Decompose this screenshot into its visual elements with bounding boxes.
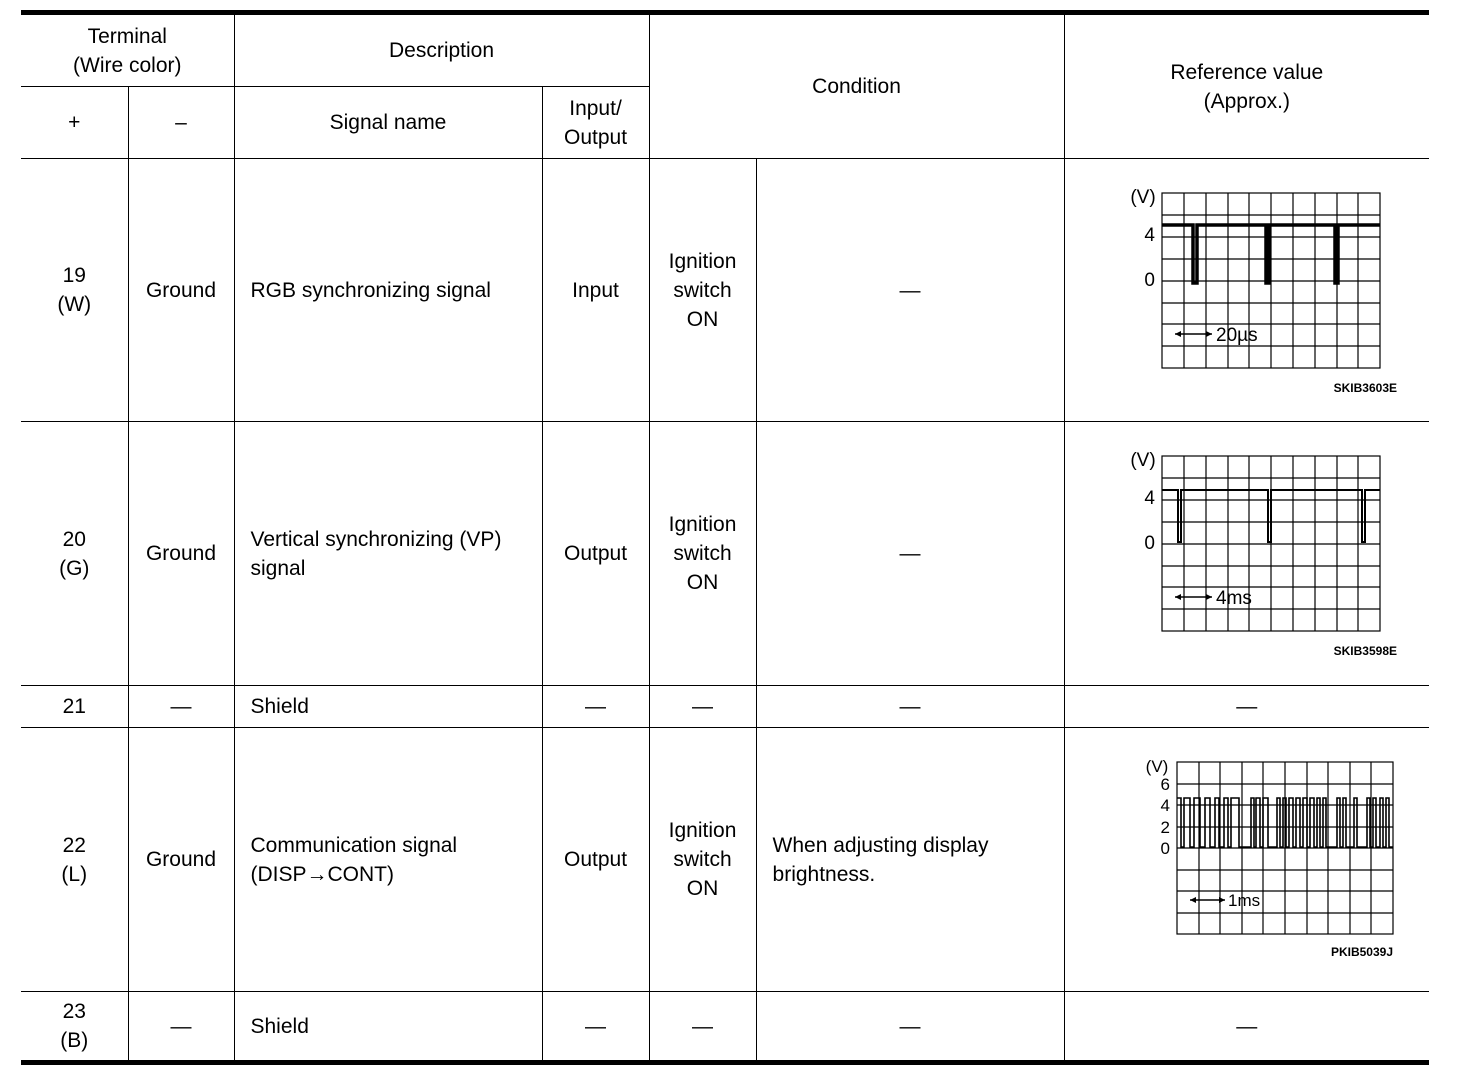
- input-output: Input: [542, 159, 649, 422]
- input-output: —: [542, 686, 649, 728]
- table-row: [21, 159, 1429, 422]
- header-row-1: [21, 13, 1429, 87]
- y-unit-label: (V): [1130, 186, 1156, 208]
- reference-value: —: [1064, 686, 1429, 728]
- table-row: [21, 992, 1429, 1063]
- header-reference-value: Reference value (Approx.): [1064, 13, 1429, 159]
- condition-detail: When adjusting display brightness.: [756, 728, 1064, 992]
- header-terminal: Terminal (Wire color): [21, 13, 234, 87]
- terminal-plus: 23 (B): [21, 992, 128, 1063]
- terminal-minus: —: [128, 992, 234, 1063]
- y-tick-label: 4: [1160, 796, 1170, 815]
- terminal-minus: —: [128, 686, 234, 728]
- time-scale-label: 1ms: [1227, 891, 1260, 910]
- header-minus: –: [128, 87, 234, 159]
- header-description: Description: [234, 13, 649, 87]
- condition-detail: —: [756, 992, 1064, 1063]
- terminal-reference-table: [21, 10, 1429, 1065]
- rgb-sync-waveform: [1097, 183, 1397, 398]
- condition-switch: —: [649, 992, 756, 1063]
- terminal-plus: 21: [21, 686, 128, 728]
- time-scale-label: 20µs: [1215, 324, 1258, 346]
- signal-name: Communication signal (DISP→CONT): [234, 728, 542, 992]
- reference-waveform-cell: [1064, 422, 1429, 686]
- header-condition: Condition: [649, 13, 1064, 159]
- condition-detail: —: [756, 686, 1064, 728]
- time-scale-label: 4ms: [1215, 588, 1252, 609]
- y-tick-label: 6: [1160, 775, 1170, 794]
- header-signal-name: Signal name: [234, 87, 542, 159]
- signal-name: Shield: [234, 686, 542, 728]
- y-tick-label: 0: [1144, 533, 1155, 554]
- y-unit-label: (V): [1145, 757, 1169, 776]
- condition-detail: —: [756, 422, 1064, 686]
- terminal-minus: Ground: [128, 422, 234, 686]
- y-tick-label: 4: [1144, 488, 1155, 509]
- header-input-output: Input/ Output: [542, 87, 649, 159]
- input-output: —: [542, 992, 649, 1063]
- y-tick-label: 2: [1160, 818, 1170, 837]
- terminal-minus: Ground: [128, 159, 234, 422]
- reference-value: —: [1064, 992, 1429, 1063]
- condition-switch: Ignition switch ON: [649, 159, 756, 422]
- condition-switch: Ignition switch ON: [649, 422, 756, 686]
- terminal-plus: 20 (G): [21, 422, 128, 686]
- condition-switch: Ignition switch ON: [649, 728, 756, 992]
- terminal-plus: 22 (L): [21, 728, 128, 992]
- signal-name: Shield: [234, 992, 542, 1063]
- input-output: Output: [542, 422, 649, 686]
- reference-waveform-cell: [1064, 159, 1429, 422]
- figure-code: SKIB3598E: [1333, 644, 1397, 658]
- header-plus: +: [21, 87, 128, 159]
- condition-detail: —: [756, 159, 1064, 422]
- terminal-plus: 19 (W): [21, 159, 128, 422]
- y-unit-label: (V): [1130, 450, 1156, 471]
- condition-switch: —: [649, 686, 756, 728]
- communication-waveform: [1097, 752, 1397, 967]
- y-tick-label: 0: [1160, 839, 1170, 858]
- y-tick-label: 0: [1144, 269, 1155, 291]
- signal-name: Vertical synchronizing (VP) signal: [234, 422, 542, 686]
- input-output: Output: [542, 728, 649, 992]
- terminal-minus: Ground: [128, 728, 234, 992]
- table-row: [21, 686, 1429, 728]
- vertical-sync-waveform: [1097, 446, 1397, 661]
- table-row: [21, 728, 1429, 992]
- reference-waveform-cell: [1064, 728, 1429, 992]
- signal-name: RGB synchronizing signal: [234, 159, 542, 422]
- figure-code: PKIB5039J: [1330, 945, 1393, 959]
- y-tick-label: 4: [1144, 224, 1155, 246]
- figure-code: SKIB3603E: [1333, 380, 1397, 395]
- table-row: [21, 422, 1429, 686]
